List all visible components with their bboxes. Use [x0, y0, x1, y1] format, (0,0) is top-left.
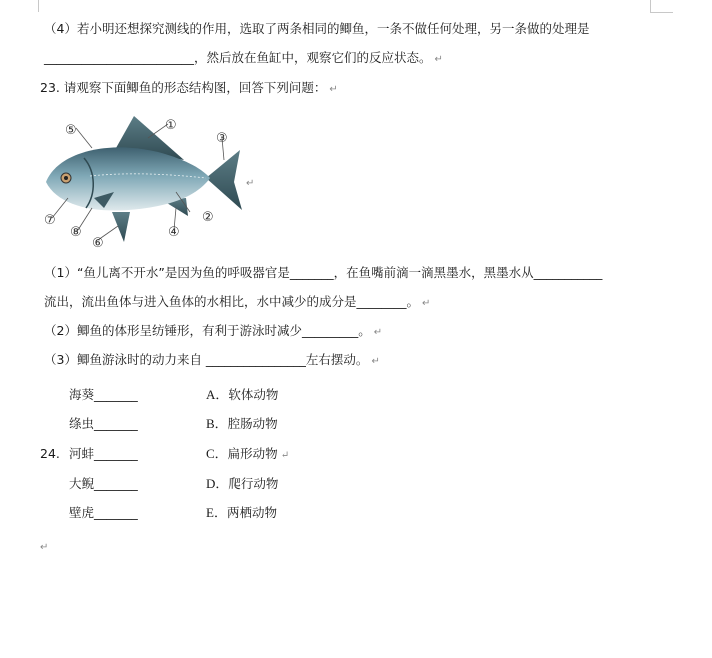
- fish-label-1: ①: [165, 118, 177, 133]
- q23-part2: （2）鲫鱼的体形呈纺锤形，有利于游泳时减少_________。 ↵: [44, 323, 383, 338]
- q22-part4-line1: （4）若小明还想探究测线的作用，选取了两条相同的鲫鱼，一条不做任何处理，另一条做的处理是: [44, 21, 590, 36]
- q23-part3: （3）鲫鱼游泳时的动力来自 ________________左右摆动。 ↵: [44, 352, 380, 367]
- fish-pelvic-fin: [112, 212, 130, 242]
- q24-choice-e: E．两栖动物: [206, 505, 277, 520]
- trailing-paragraph-mark: ↵: [40, 542, 49, 553]
- crop-mark-top-right: [650, 0, 673, 13]
- q24-number: 24.: [40, 446, 60, 461]
- fish-structure-figure: [38, 112, 268, 254]
- q24-choice-c: C．扁形动物 ↵: [206, 446, 290, 461]
- q23-part1-line2: 流出，流出鱼体与进入鱼体的水相比，水中减少的成分是________。 ↵: [44, 294, 431, 309]
- q24-choice-d: D．爬行动物: [206, 476, 279, 491]
- q24-animal-2: 绦虫_______: [69, 416, 138, 431]
- q24-animal-4: 大鲵_______: [69, 476, 138, 491]
- fish-label-5: ⑤: [65, 123, 77, 138]
- fish-paragraph-mark: ↵: [246, 178, 255, 189]
- fish-label-4: ④: [168, 225, 180, 240]
- q24-animal-3: 河蚌_______: [69, 446, 138, 461]
- fish-label-8: ⑧: [70, 225, 82, 240]
- crop-mark-top-left: [38, 0, 39, 12]
- fish-label-7: ⑦: [44, 213, 56, 228]
- q24-choice-a: A．软体动物: [206, 387, 279, 402]
- q22-part4-line2: ________________________，然后放在鱼缸中，观察它们的反应状态。 ↵: [44, 50, 443, 65]
- q23-part1-line1: （1）“鱼儿离不开水”是因为鱼的呼吸器官是_______，在鱼嘴前滴一滴黑墨水，黑墨水从___________: [44, 265, 603, 280]
- q23-stem: 23. 请观察下面鲫鱼的形态结构图，回答下列问题： ↵: [40, 80, 338, 95]
- q24-animal-5: 壁虎_______: [69, 505, 138, 520]
- q24-animal-1: 海葵_______: [69, 387, 138, 402]
- fish-label-6: ⑥: [92, 236, 104, 251]
- fish-label-3: ③: [216, 131, 228, 146]
- fish-label-2: ②: [202, 210, 214, 225]
- q24-choice-b: B．腔肠动物: [206, 416, 278, 431]
